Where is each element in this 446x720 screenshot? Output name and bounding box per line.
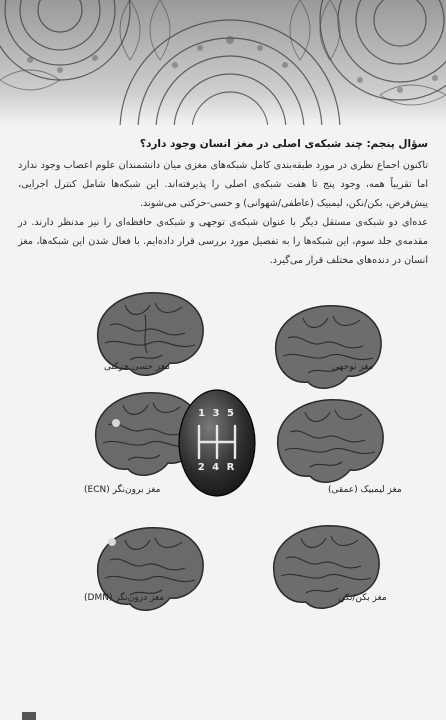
label-ecn: مغز برون‌نگر (ECN) [84, 485, 161, 495]
gear-numbers-top: 1 3 5 [198, 408, 236, 419]
label-attention: مغز توجهی [332, 362, 374, 372]
label-limbic: مغز لیمبیک (عمقی) [328, 485, 402, 495]
gear-numbers-bottom: 2 4 R [197, 462, 237, 473]
question-heading: سؤال پنجم: چند شبکه‌ی اصلی در مغز انسان وجود دارد؟ [139, 138, 428, 150]
mandala-banner [0, 0, 446, 125]
label-dmn: مغز درون‌نگر (DMN) [84, 593, 165, 603]
gear-shift-knob [177, 388, 257, 498]
article-text [18, 138, 428, 270]
paragraph-1: تاکنون اجماع نظری در مورد طبقه‌بندی کامل شبکه‌های مغزی میان دانشمندان علوم اعصاب وجود ندارد اما تقریباً همه، وجود پنج تا هفت شبکه‌ی اصلی را پذیرفته‌اند. این شبکه‌ها شامل کنترل اجرایی، پیش‌فرض، بکن/نکن، لیمبیک (عاطفی/شهوانی) و حسی-حرکتی می‌شوند. [18, 160, 428, 209]
brain-image-limbic [270, 392, 390, 488]
page-corner-marker [22, 712, 36, 720]
paragraph-2: عده‌ای دو شبکه‌ی مستقل دیگر با عنوان شبکه‌ی توجهی و شبکه‌ی حافظه‌ای را نیز مدنظر دارند. در مقدمه‌ی جلد سوم، این شبکه‌ها را به تفصیل مورد بررسی قرار داده‌ایم. با فعال شدن این شبکه‌ها، مغز انسان در دنده‌های مختلف قرار می‌گیرد. [18, 217, 428, 266]
label-gonogo: مغز بکن/نکن [338, 593, 387, 603]
label-sensorimotor: مغز حسی حرکتی [104, 362, 170, 372]
brain-image-attention [268, 298, 388, 394]
